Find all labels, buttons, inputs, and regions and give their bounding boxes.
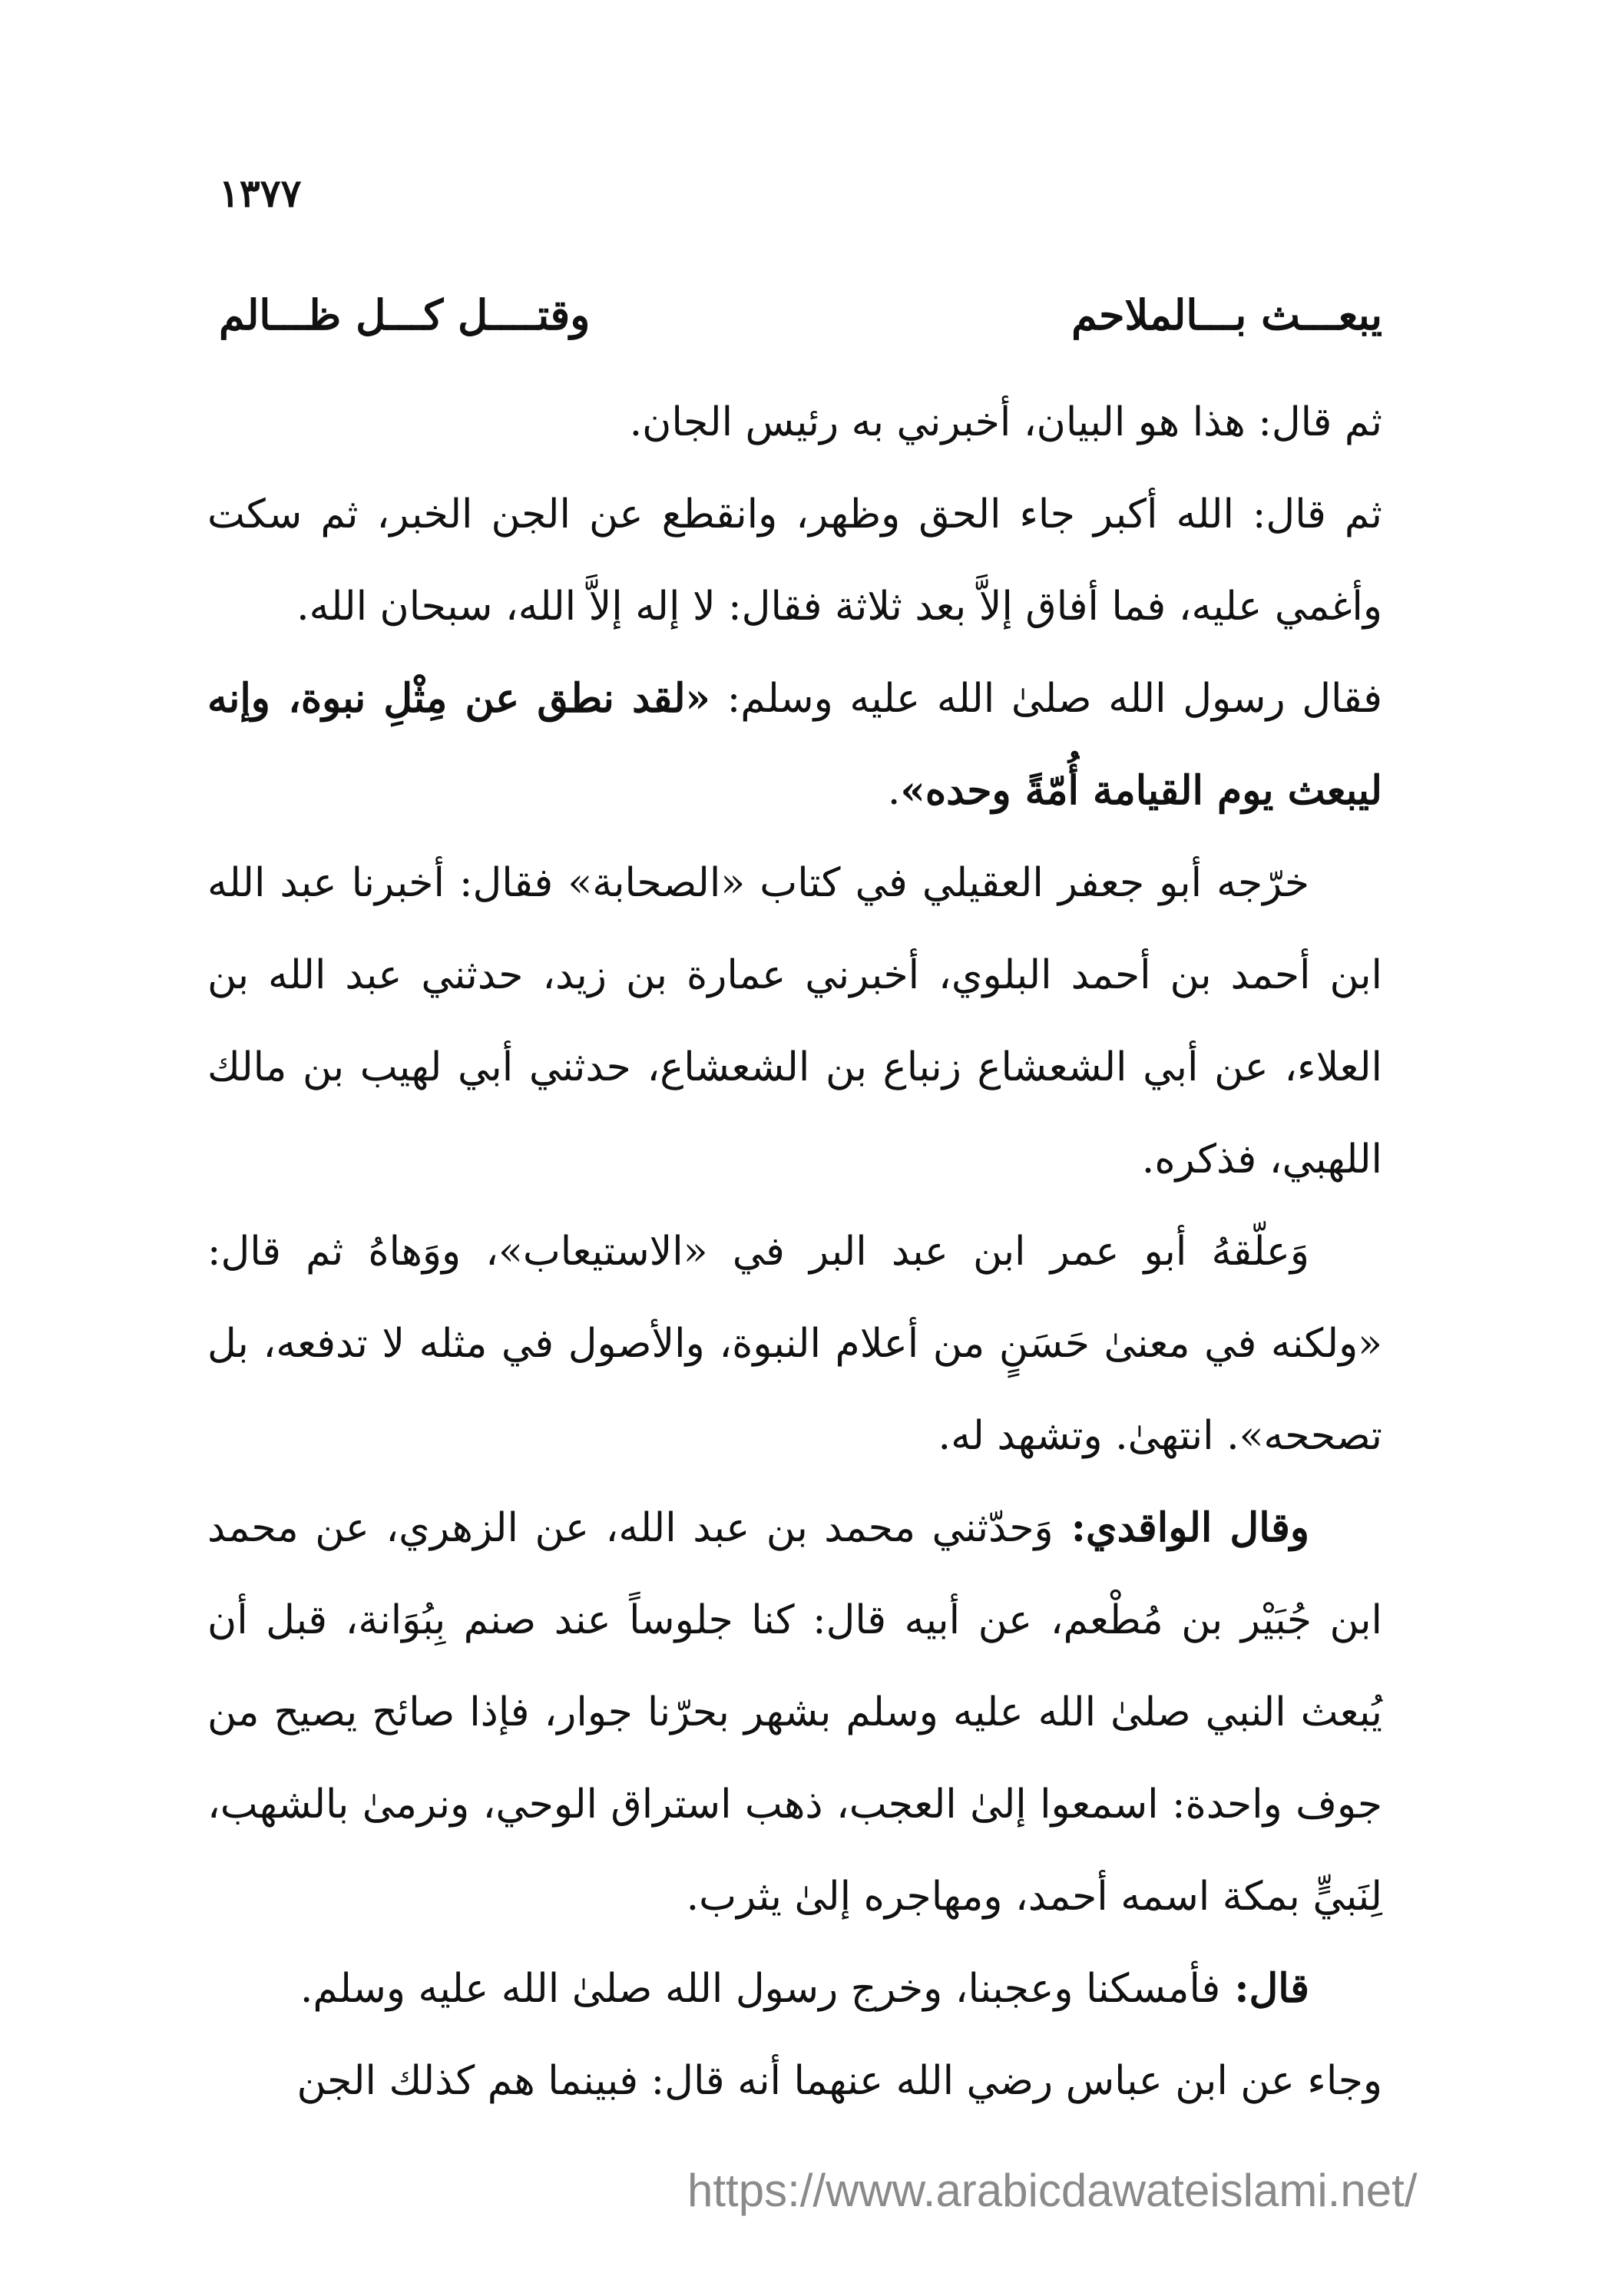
paragraph-7-text: فأمسكنا وعجبنا، وخرج رسول الله صلىٰ الله عليه وسلم. [299,1966,1221,2012]
paragraph-2: ثم قال: الله أكبر جاء الحق وظهر، وانقطع عن الجن الخبر، ثم سكت وأغمي عليه، فما أفاق إلاَّ بعد ثلاثة فقال: لا إله إلاَّ الله، سبحان الله. [207,491,1382,630]
running-header [219,290,1382,339]
paragraph-4: خرّجه أبو جعفر العقيلي في كتاب «الصحابة» فقال: أخبرنا عبد الله ابن أحمد بن أحمد البلوي، أخبرني عمارة بن زيد، حدثني عبد الله بن العلاء، عن أبي الشعشاع زنباع بن الشعشاع، حدثني أبي لهيب بن مالك اللهبي، فذكره. [207,860,1382,1183]
paragraph-3-lead: فقال رسول الله صلىٰ الله عليه وسلم: [710,676,1382,722]
paragraph-1: ثم قال: هذا هو البيان، أخبرني به رئيس الجان. [629,399,1382,445]
paragraph-3 [207,653,1382,837]
running-header-left: وقتــــل كـــل ظـــالم [219,290,591,339]
running-header-right: يبعـــث بـــالملاحم [1071,290,1382,339]
paragraph-8: وجاء عن ابن عباس رضي الله عنهما أنه قال: فبينما هم كذلك الجن [296,2058,1382,2104]
paragraph-3-tail: . [887,768,901,814]
paragraph-7-lead: قال: [1220,1965,1309,2012]
paragraph-6-text: وَحدّثني محمد بن عبد الله، عن الزهري، عن محمد ابن جُبَيْر بن مُطْعم، عن أبيه قال: كنا جلوساً عند صنم بِبُوَانة، قبل أن يُبعث النبي صلىٰ الله عليه وسلم بشهر بحرّنا جوار، فإذا صائح يصيح من جوف واحدة: اسمعوا إلىٰ العجب، ذهب استراق الوحي، ونرمىٰ بالشهب، لِنَبيٍّ بمكة اسمه أحمد، ومهاجره إلىٰ يثرب. [207,1505,1383,1920]
paragraph-5: وَعلّقهُ أبو عمر ابن عبد البر في «الاستيعاب»، ووَهاهُ ثم قال: «ولكنه في معنىٰ حَسَنٍ من أعلام النبوة، والأصول في مثله لا تدفعه، بل تصححه». انتهىٰ. وتشهد له. [207,1229,1382,1459]
footer-url: https://www.arabicdawateislami.net/ [687,2165,1418,2216]
paragraph-6 [207,1482,1382,1943]
hadith-quote: «لقد نطق عن مِثْلِ نبوة، وإنه ليبعث يوم القيامة أُمّةً وحده» [207,675,1382,814]
paragraph-7 [207,1943,1382,2035]
paragraph-6-lead: وقال الواقدي: [1053,1504,1310,1551]
body-text [207,376,1382,2127]
page-number: ١٣٧٧ [219,170,302,216]
